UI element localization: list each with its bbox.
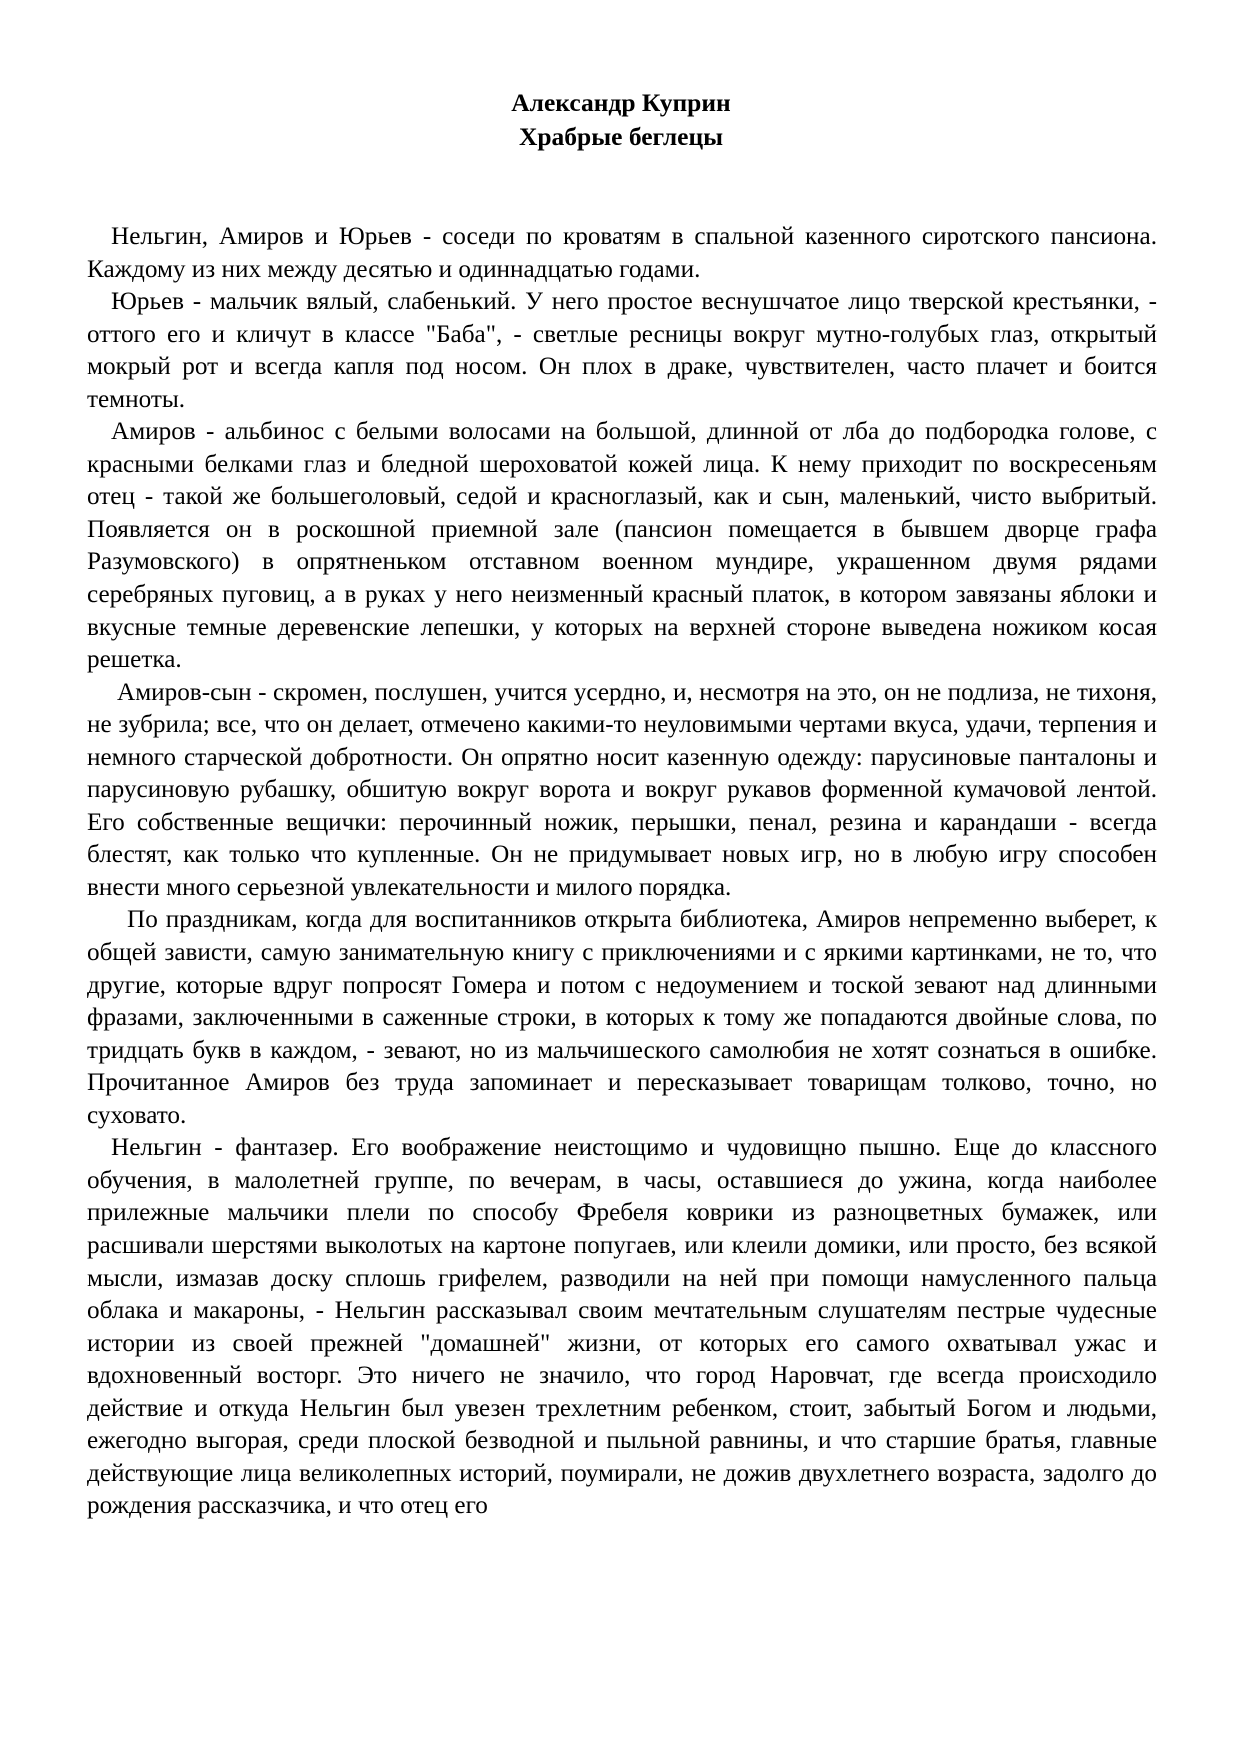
document-header [0, 86, 1242, 154]
story-body [87, 221, 1157, 1523]
story-title: Храбрые беглецы [518, 122, 724, 151]
paragraph: Нельгин - фантазер. Его воображение неистощимо и чудовищно пышно. Еще до классного обучения, в малолетней группе, по вечерам, в часы, оставшиеся до ужина, когда наиболее прилежные мальчики плели по способу Фребеля коврики из разноцветных бумажек, или расшивали шерстями выколотых на картоне попугаев, или клеили домики, или просто, без всякой мысли, измазав доску сплошь грифелем, разводили на ней при помощи намусленного пальца облака и макароны, - Нельгин рассказывал своим мечтательным слушателям пестрые чудесные истории из своей прежней "домашней" жизни, от которых его самого охватывал ужас и вдохновенный восторг. Это ничего не значило, что город Наровчат, где всегда происходило действие и откуда Нельгин был увезен трехлетним ребенком, стоит, забытый Богом и людьми, ежегодно выгорая, среди плоской безводной и пыльной равнины, и что старшие братья, главные действующие лица великолепных историй, поумирали, не дожив двухлетнего возраста, задолго до рождения рассказчика, и что отец его [87, 1134, 1157, 1520]
paragraph: По праздникам, когда для воспитанников открыта библиотека, Амиров непременно выберет, к общей зависти, самую занимательную книгу с приключениями и с яркими картинками, не то, что другие, которые вдруг попросят Гомера и потом с недоумением и тоской зевают над длинными фразами, заключенными в саженные строки, в которых к тому же попадаются двойные слова, по тридцать букв в каждом, - зевают, но из мальчишеского самолюбия не хотят сознаться в ошибке. Прочитанное Амиров без труда запоминает и пересказывает товарищам толково, точно, но суховато. [87, 906, 1157, 1129]
paragraph: Юрьев - мальчик вялый, слабенький. У него простое веснушчатое лицо тверской крестьянки, - оттого его и кличут в классе "Баба", - светлые ресницы вокруг мутно-голубых глаз, открытый мокрый рот и всегда капля под носом. Он плох в драке, чувствителен, часто плачет и боится темноты. [87, 288, 1157, 413]
paragraph: Амиров - альбинос с белыми волосами на большой, длинной от лба до подбородка голове, с красными белками глаз и бледной шероховатой кожей лица. К нему приходит по воскресеньям отец - такой же большеголовый, седой и красноглазый, как и сын, маленький, чисто выбритый. Появляется он в роскошной приемной зале (пансион помещается в бывшем дворце графа Разумовского) в опрятненьком отставном военном мундире, украшенном двумя рядами серебряных пуговиц, а в руках у него неизменный красный платок, в котором завязаны яблоки и вкусные темные деревенские лепешки, у которых на верхней стороне выведена ножиком косая решетка. [87, 418, 1157, 674]
author-name: Александр Куприн [511, 88, 731, 117]
paragraph: Нельгин, Амиров и Юрьев - соседи по кроватям в спальной казенного сиротского пансиона. Каждому из них между десятью и одиннадцатью годами. [87, 223, 1157, 283]
paragraph: Амиров-сын - скромен, послушен, учится усердно, и, несмотря на это, он не подлиза, не тихоня, не зубрила; все, что он делает, отмечено какими-то неуловимыми чертами вкуса, удачи, терпения и немного старческой добротности. Он опрятно носит казенную одежду: парусиновые панталоны и парусиновую рубашку, обшитую вокруг ворота и вокруг рукавов форменной кумачовой лентой. Его собственные вещички: перочинный ножик, перышки, пенал, резина и карандаши - всегда блестят, как только что купленные. Он не придумывает новых игр, но в любую игру способен внести много серьезной увлекательности и милого порядка. [87, 678, 1157, 901]
